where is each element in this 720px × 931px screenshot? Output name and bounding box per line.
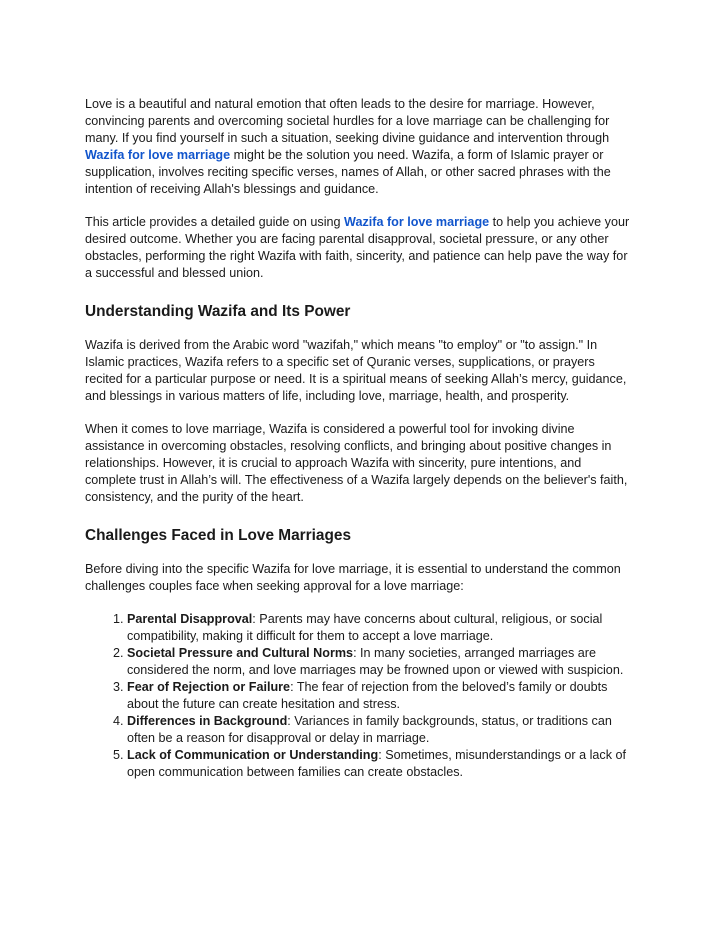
- list-item: [127, 713, 633, 747]
- intro-text: to help you achieve your desired outcome. Whether you are facing parental disapproval, societal pressure, or any other obstacles, performing the right Wazifa with faith, sincerity, and patience can help pave the way for a successful and blessed union.: [85, 215, 630, 280]
- intro-text: This article provides a detailed guide on using: [85, 215, 345, 229]
- intro-text: might be the solution you need. Wazifa, a form of Islamic prayer or supplication, involves reciting specific verses, names of Allah, or other sacred phrases with the intention of receiving Allah's blessings and guidance.: [85, 148, 611, 196]
- list-item: [127, 747, 633, 781]
- section-heading-challenges: Challenges Faced in Love Marriages: [85, 527, 352, 544]
- list-item: [127, 611, 633, 645]
- section-heading-understanding-wazifa: Understanding Wazifa and Its Power: [85, 303, 351, 320]
- list-item-title: Parental Disapproval: [127, 612, 253, 626]
- challenges-list: [85, 611, 633, 781]
- list-item-text: : In many societies, arranged marriages are considered the norm, and love marriages may be frowned upon or viewed with suspicion.: [127, 646, 624, 677]
- list-item-text: : The fear of rejection from the beloved’s family or doubts about the future can create hesitation and stress.: [127, 680, 608, 711]
- section1-paragraph-1: Wazifa is derived from the Arabic word "wazifah," which means "to employ" or "to assign." In Islamic practices, Wazifa refers to a specific set of Quranic verses, supplications, or prayers recited for a particular purpose or need. It is a spiritual means of seeking Allah’s mercy, guidance, and blessings in various matters of life, including love, marriage, health, and prosperity.: [85, 338, 627, 403]
- wazifa-love-marriage-link[interactable]: Wazifa for love marriage: [344, 215, 490, 229]
- section1-paragraph-2: When it comes to love marriage, Wazifa is considered a powerful tool for invoking divine assistance in overcoming obstacles, resolving conflicts, and bringing about positive changes in relationships. However, it is crucial to approach Wazifa with sincerity, pure intentions, and complete trust in Allah’s will. The effectiveness of a Wazifa largely depends on the believer's faith, consistency, and the purity of the heart.: [85, 422, 628, 504]
- list-item-text: : Sometimes, misunderstandings or a lack of open communication between families can create obstacles.: [127, 748, 626, 779]
- document-page: [85, 96, 633, 781]
- list-item: [127, 679, 633, 713]
- list-item-title: Societal Pressure and Cultural Norms: [127, 646, 354, 660]
- intro-paragraph-2: [85, 214, 633, 282]
- list-item-title: Fear of Rejection or Failure: [127, 680, 291, 694]
- intro-paragraph-1: [85, 96, 633, 198]
- list-item: [127, 645, 633, 679]
- list-item-text: : Parents may have concerns about cultural, religious, or social compatibility, making it difficult for them to accept a love marriage.: [127, 612, 603, 643]
- wazifa-love-marriage-link[interactable]: Wazifa for love marriage: [85, 148, 231, 162]
- list-item-title: Differences in Background: [127, 714, 288, 728]
- intro-text: Love is a beautiful and natural emotion that often leads to the desire for marriage. However, convincing parents and overcoming societal hurdles for a love marriage can be challenging for many. If you find yourself in such a situation, seeking divine guidance and intervention through: [85, 97, 610, 145]
- list-item-title: Lack of Communication or Understanding: [127, 748, 379, 762]
- list-item-text: : Variances in family backgrounds, status, or traditions can often be a reason for disapproval or delay in marriage.: [127, 714, 612, 745]
- section2-intro-paragraph: Before diving into the specific Wazifa for love marriage, it is essential to understand the common challenges couples face when seeking approval for a love marriage:: [85, 562, 621, 593]
